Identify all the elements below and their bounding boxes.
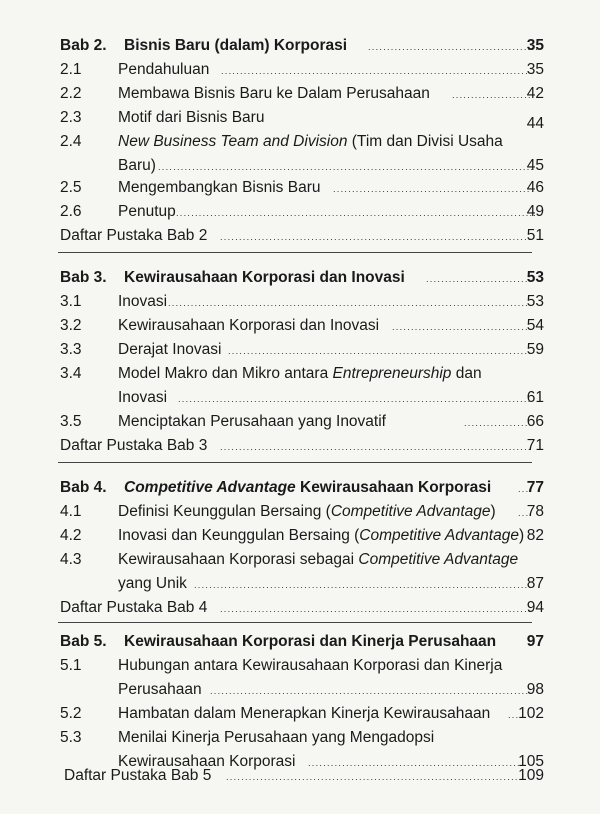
- section-title: Hubungan antara Kewirausahaan Korporasi dan Kinerja: [118, 657, 503, 674]
- section-number: 3.1: [60, 293, 82, 310]
- section-title-continued: Baru): [118, 157, 156, 174]
- section-title: Membawa Bisnis Baru ke Dalam Perusahaan: [118, 85, 430, 102]
- page-number: 94: [526, 599, 544, 616]
- page-number: 59: [526, 341, 544, 358]
- toc-entry-2-6: [0, 200, 600, 224]
- page-number: 61: [526, 389, 544, 406]
- dot-leader: [194, 572, 532, 597]
- page-number: 98: [526, 681, 544, 698]
- dot-leader: [368, 34, 538, 59]
- toc-refs-bab-4: [0, 596, 600, 620]
- section-title: Definisi Keunggulan Bersaing (: [118, 503, 331, 520]
- references-title: Daftar Pustaka Bab 4: [60, 599, 208, 616]
- page-number: 35: [526, 61, 544, 78]
- toc-heading-bab-3: [0, 266, 600, 290]
- section-number: 5.1: [60, 657, 82, 674]
- references-title: Daftar Pustaka Bab 5: [64, 767, 212, 784]
- references-title: Daftar Pustaka Bab 2: [60, 227, 208, 244]
- section-title: Pendahuluan: [118, 61, 210, 78]
- section-number: 2.6: [60, 203, 82, 220]
- toc-heading-bab-4: [0, 476, 600, 500]
- toc-refs-bab-5: [0, 764, 600, 788]
- section-title: Inovasi: [118, 293, 168, 310]
- section-title-continued: Perusahaan: [118, 681, 202, 698]
- chapter-title-italic: Competitive Advantage: [124, 479, 296, 496]
- section-title: (Tim dan Divisi Usaha: [347, 133, 503, 150]
- section-title-italic: Competitive Advantage: [359, 527, 519, 544]
- toc-entry-2-4: [0, 130, 600, 178]
- page-number: 42: [526, 85, 544, 102]
- section-title: Menilai Kinerja Perusahaan yang Mengadopsi: [118, 729, 435, 746]
- toc-entry-3-5: [0, 410, 600, 434]
- chapter-label: Bab 5.: [60, 633, 107, 650]
- dot-leader: [220, 434, 532, 459]
- toc-refs-bab-3: [0, 434, 600, 458]
- page-number: 97: [526, 633, 544, 650]
- section-title-continued: Inovasi: [118, 389, 168, 406]
- section-number: 4.2: [60, 527, 82, 544]
- section-title: Motif dari Bisnis Baru: [118, 109, 265, 126]
- section-title: Derajat Inovasi: [118, 341, 222, 358]
- page-number: 46: [526, 179, 544, 196]
- page-number: 45: [526, 157, 544, 174]
- section-number: 3.3: [60, 341, 82, 358]
- dot-leader: [228, 338, 532, 363]
- page-number: 44: [526, 115, 544, 132]
- dot-leader: [392, 314, 532, 339]
- section-title: Model Makro dan Mikro antara: [118, 365, 333, 382]
- toc-entry-2-1: [0, 58, 600, 82]
- section-title-italic: Competitive Advantage: [330, 503, 491, 520]
- chapter-title: Kewirausahaan Korporasi: [295, 479, 492, 496]
- section-title-end: dan: [451, 365, 482, 382]
- section-title-italic: Competitive Advantage: [358, 551, 519, 568]
- dot-leader: [168, 290, 532, 315]
- toc-entry-3-2: [0, 314, 600, 338]
- section-divider: [58, 622, 532, 623]
- section-title: Hambatan dalam Menerapkan Kinerja Kewirausahaan: [118, 705, 491, 722]
- section-title-italic: Entrepreneurship: [332, 365, 452, 382]
- page-number: 53: [526, 293, 544, 310]
- page-number: 35: [526, 37, 544, 54]
- section-number: 3.4: [60, 365, 82, 382]
- dot-leader: [226, 764, 526, 789]
- toc-refs-bab-2: [0, 224, 600, 248]
- page-number: 53: [526, 269, 544, 286]
- page-number: 87: [526, 575, 544, 592]
- toc-entry-2-5: [0, 176, 600, 200]
- toc-entry-4-3: [0, 548, 600, 596]
- references-title: Daftar Pustaka Bab 3: [60, 437, 208, 454]
- section-number: 3.2: [60, 317, 82, 334]
- section-number: 3.5: [60, 413, 82, 430]
- dot-leader: [210, 678, 532, 703]
- dot-leader: [333, 176, 531, 201]
- dot-leader: [221, 58, 531, 83]
- section-number: 2.2: [60, 85, 82, 102]
- section-title-end: ): [518, 527, 525, 544]
- dot-leader: [220, 596, 532, 621]
- section-number: 5.2: [60, 705, 82, 722]
- section-title: Penutup: [118, 203, 176, 220]
- page-number: 82: [526, 527, 544, 544]
- toc-entry-2-2: [0, 82, 600, 106]
- section-number: 4.3: [60, 551, 82, 568]
- page-number: 105: [518, 753, 544, 770]
- section-number: 2.5: [60, 179, 82, 196]
- page-number: 49: [526, 203, 544, 220]
- toc-entry-3-4: [0, 362, 600, 410]
- chapter-label: Bab 3.: [60, 269, 107, 286]
- toc-entry-4-2: [0, 524, 600, 548]
- page-number: 66: [526, 413, 544, 430]
- section-divider: [58, 252, 532, 253]
- page-number: 109: [518, 767, 544, 784]
- section-title-continued: Kewirausahaan Korporasi: [118, 753, 296, 770]
- page-number: 51: [526, 227, 544, 244]
- dot-leader: [426, 266, 532, 291]
- dot-leader: [452, 82, 532, 107]
- chapter-title: Kewirausahaan Korporasi dan Kinerja Perusahaan: [124, 633, 497, 650]
- section-number: 2.1: [60, 61, 82, 78]
- dot-leader: [220, 224, 532, 249]
- chapter-label: Bab 4.: [60, 479, 107, 496]
- toc-entry-5-1: [0, 654, 600, 702]
- toc-heading-bab-5: [0, 630, 600, 654]
- chapter-label: Bab 2.: [60, 37, 107, 54]
- section-title: Kewirausahaan Korporasi dan Inovasi: [118, 317, 380, 334]
- chapter-title: Kewirausahaan Korporasi dan Inovasi: [124, 269, 405, 286]
- dot-leader: [176, 200, 536, 225]
- page-number: 102: [518, 705, 544, 722]
- section-number: 2.3: [60, 109, 82, 126]
- page-number: 77: [526, 479, 544, 496]
- section-title: Mengembangkan Bisnis Baru: [118, 179, 321, 196]
- section-title: Kewirausahaan Korporasi sebagai: [118, 551, 359, 568]
- dot-leader: [178, 386, 532, 411]
- toc-entry-5-2: [0, 702, 600, 726]
- toc-entry-3-3: [0, 338, 600, 362]
- section-title-end: ): [490, 503, 496, 520]
- section-title: Inovasi dan Keunggulan Bersaing (: [118, 527, 360, 544]
- section-title: Menciptakan Perusahaan yang Inovatif: [118, 413, 386, 430]
- chapter-title: Bisnis Baru (dalam) Korporasi: [124, 37, 348, 54]
- toc-entry-2-3: [0, 106, 600, 130]
- toc-heading-bab-2: [0, 34, 600, 58]
- dot-leader: [464, 410, 532, 435]
- section-title-italic: New Business Team and Division: [118, 133, 348, 150]
- section-number: 5.3: [60, 729, 82, 746]
- page-number: 78: [526, 503, 544, 520]
- page-number: 54: [526, 317, 544, 334]
- section-title-continued: yang Unik: [118, 575, 187, 592]
- page-number: 71: [526, 437, 544, 454]
- toc-entry-4-1: [0, 500, 600, 524]
- section-number: 4.1: [60, 503, 82, 520]
- section-number: 2.4: [60, 133, 82, 150]
- section-divider: [58, 462, 532, 463]
- toc-entry-3-1: [0, 290, 600, 314]
